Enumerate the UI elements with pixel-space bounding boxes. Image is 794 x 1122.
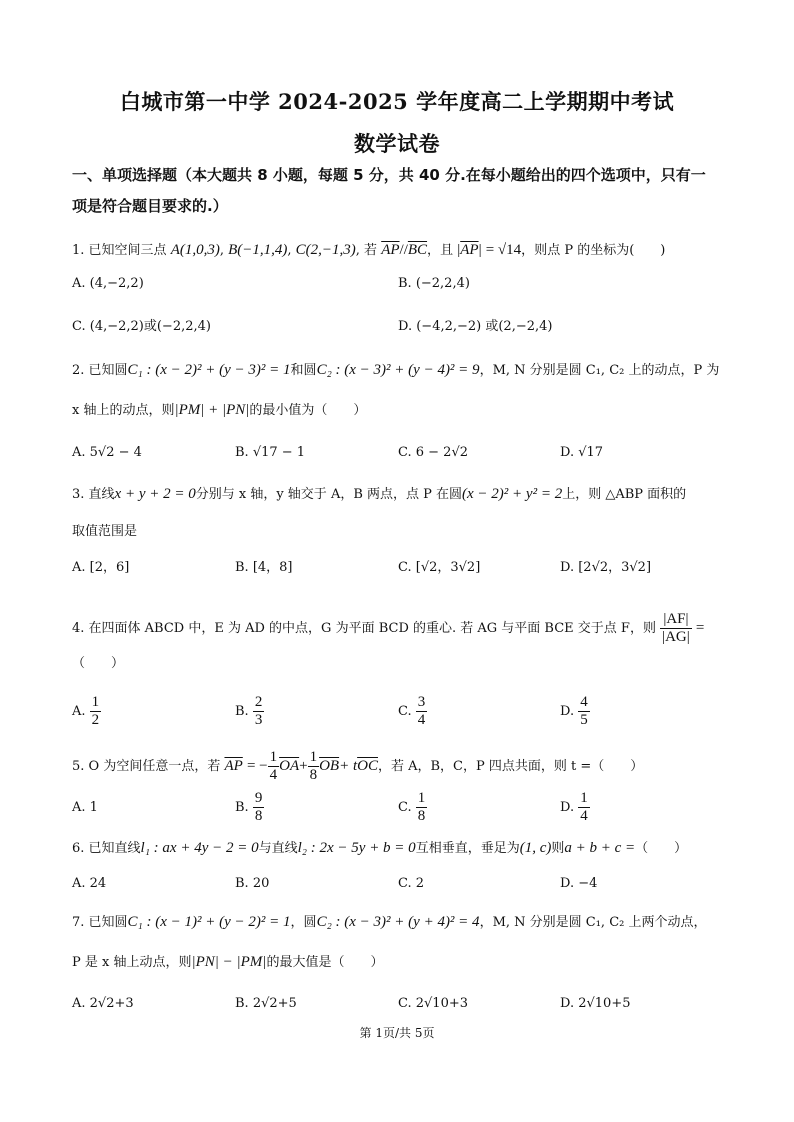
q1-vector-ap-mod: $\overline{AP}$	[460, 242, 479, 258]
q4-equals: =	[695, 620, 705, 636]
q1-vector-ap: $\overline{AP}$	[381, 242, 400, 258]
question-3-line2: 取值范围是	[72, 524, 138, 539]
q5-frac2-den: 8	[309, 767, 318, 783]
q1-tail: 则点 P 的坐标为( )	[534, 243, 666, 258]
q5-vector-ap: $\overline{AP}$	[224, 758, 243, 774]
q7-line1-tail: ，M, N 分别是圆 C₁, C₂ 上两个动点，	[479, 915, 707, 930]
q3-mid: 分别与 x 轴，y 轴交于 A，B 两点，点 P 在圆	[195, 487, 463, 502]
q4-option-c-den: 4	[417, 712, 426, 728]
q4-ratio	[660, 611, 692, 646]
q2-line1-tail: ，M, N 分别是圆 C₁, C₂ 上的动点，P 为	[479, 363, 720, 378]
q4-ratio-numerator: |AF|	[660, 611, 692, 629]
q1-lead: 1. 已知空间三点	[72, 243, 167, 258]
q3-line-equation: x + y + 2 = 0	[114, 486, 196, 502]
q1-option-b: B. (−2,2,4)	[398, 276, 470, 291]
q1-cond: 若	[364, 243, 378, 258]
q4-option-d	[560, 694, 590, 729]
q1-vector-bc: $\overline{BC}$	[407, 242, 428, 258]
q3-lead: 3. 直线	[72, 487, 115, 502]
q4-option-d-num: 4	[580, 694, 588, 710]
q2-circle-c1: C₁ : (x − 2)² + (y − 3)² = 1	[127, 362, 291, 378]
q2-option-b: B. √17 − 1	[235, 445, 306, 460]
q5-tail: ，若 A，B，C，P 四点共面，则 t =（ ）	[377, 759, 644, 774]
q4-option-a	[72, 694, 101, 729]
q5-option-b-num: 9	[254, 790, 263, 806]
q3-option-c: C. [√2，3√2]	[398, 560, 481, 575]
q4-option-c	[398, 694, 427, 729]
q7-option-d: D. 2√10+5	[560, 996, 631, 1011]
q4-option-c-num: 3	[417, 694, 426, 710]
q5-frac1-num: 1	[269, 749, 278, 765]
page-footer: 第 1页/共 5页	[359, 1026, 435, 1040]
q1-point-a: A(1,0,3)	[170, 242, 220, 258]
q4-option-a-num: 1	[91, 694, 100, 710]
q6-foot-text: 互相垂直，垂足为	[415, 841, 520, 856]
question-2-line2	[72, 400, 732, 421]
section-heading-line2: 项是符合题目要求的.）	[72, 197, 228, 215]
q4-option-a-label: A.	[72, 704, 86, 719]
q6-foot-point: (1, c)	[519, 840, 552, 856]
question-1: 1. 已知空间三点 A(1,0,3), B(−1,1,4), C(2,−1,3), 若 $\overline{AP}//\overline{BC}$，且 $|\overline{AP}| = √14$，则点 P 的坐标为( )	[72, 242, 666, 258]
q3-option-d: D. [2√2，3√2]	[560, 560, 652, 575]
q6-option-c: C. 2	[398, 876, 425, 891]
question-7-line2	[72, 952, 732, 973]
q7-circle-c2: C₂ : (x − 3)² + (y + 4)² = 4	[316, 914, 480, 930]
q5-option-b-den: 8	[254, 808, 263, 824]
q5-option-b-label: B.	[235, 800, 249, 815]
q5-equals-minus: = −	[246, 758, 268, 774]
q5-option-a: A. 1	[72, 800, 98, 815]
question-2	[72, 360, 732, 381]
q5-vector-oa: $\overline{OA}$	[279, 758, 300, 774]
q4-option-a-den: 2	[91, 712, 100, 728]
q7-option-c: C. 2√10+3	[398, 996, 469, 1011]
question-4-line2: （ ）	[72, 656, 125, 671]
q5-option-c-num: 1	[417, 790, 426, 806]
q5-lead: 5. O 为空间任意一点，若	[72, 759, 221, 774]
q1-option-a: A. (4,−2,2)	[72, 276, 144, 291]
q5-option-b	[235, 790, 264, 825]
q1-option-d: D. (−4,2,−2) 或(2,−2,4)	[398, 319, 553, 334]
exam-subtitle: 数学试卷	[354, 131, 440, 156]
q7-lead: 7. 已知圆	[72, 915, 128, 930]
q3-option-a: A. [2，6]	[72, 560, 130, 575]
q2-line2-lead: x 轴上的动点，则	[72, 403, 175, 418]
q7-option-b: B. 2√2+5	[235, 996, 297, 1011]
q5-frac2-num: 1	[309, 749, 318, 765]
q5-vector-ob: $\overline{OB}$	[319, 758, 340, 774]
q7-expression: |PN| − |PM|	[191, 954, 267, 970]
q5-option-d-num: 1	[580, 790, 588, 806]
q6-option-a: A. 24	[72, 876, 107, 891]
q1-and: 且	[440, 243, 454, 258]
q6-option-b: B. 20	[235, 876, 270, 891]
q5-option-d	[560, 790, 590, 825]
q5-option-d-den: 4	[580, 808, 588, 824]
question-5	[72, 746, 732, 786]
q6-option-d: D. −4	[560, 876, 598, 891]
q2-lead: 2. 已知圆	[72, 363, 128, 378]
q6-then: 则	[551, 841, 565, 856]
q2-option-d: D. √17	[560, 445, 604, 460]
section-heading-line1: 一、单项选择题（本大题共 8 小题，每题 5 分，共 40 分.在每小题给出的四个选项中，只有一	[72, 166, 706, 184]
q5-frac1-den: 4	[269, 767, 278, 783]
section-heading	[72, 160, 732, 222]
q6-lead: 6. 已知直线	[72, 841, 141, 856]
q3-option-b: B. [4，8]	[235, 560, 293, 575]
q3-line1-tail: 上，则 △ABP 面积的	[562, 487, 687, 502]
q6-and: 与直线	[258, 841, 298, 856]
q5-option-c-den: 8	[417, 808, 426, 824]
q7-line2-tail: 的最大值是（ ）	[266, 955, 384, 970]
q4-option-c-label: C.	[398, 704, 412, 719]
q6-line-l1: l₁ : ax + 4y − 2 = 0	[140, 840, 259, 856]
q4-text: 4. 在四面体 ABCD 中，E 为 AD 的中点，G 为平面 BCD 的重心. 若 AG 与平面 BCE 交于点 F，则	[72, 621, 656, 636]
q1-option-c: C. (4,−2,2)或(−2,2,4)	[72, 319, 211, 334]
q2-option-c: C. 6 − 2√2	[398, 445, 469, 460]
q7-option-a: A. 2√2+3	[72, 996, 134, 1011]
q5-option-c-label: C.	[398, 800, 412, 815]
q6-tail: （ ）	[635, 841, 688, 856]
q2-line2-tail: 的最小值为（ ）	[249, 403, 367, 418]
q2-expression: |PM| + |PN|	[174, 402, 250, 418]
q6-line-l2: l₂ : 2x − 5y + b = 0	[297, 840, 416, 856]
q4-option-b-label: B.	[235, 704, 249, 719]
q7-line2-lead: P 是 x 轴上动点，则	[72, 955, 192, 970]
q1-point-c: C(2,−1,3)	[295, 242, 356, 258]
q1-point-b: B(−1,1,4)	[228, 242, 288, 258]
q4-option-d-label: D.	[560, 704, 575, 719]
question-3	[72, 484, 732, 505]
q7-and: ，圆	[290, 915, 317, 930]
q5-option-c	[398, 790, 427, 825]
q2-circle-c2: C₂ : (x − 3)² + (y − 4)² = 9	[316, 362, 480, 378]
question-4	[72, 608, 732, 648]
q4-option-b-den: 3	[254, 712, 263, 728]
q4-option-b	[235, 694, 264, 729]
q6-sum: a + b + c =	[564, 840, 636, 856]
q5-plus-t: + t	[339, 758, 358, 774]
q1-parallel: //	[399, 242, 408, 258]
q7-circle-c1: C₁ : (x − 1)² + (y − 2)² = 1	[127, 914, 291, 930]
q4-option-d-den: 5	[580, 712, 588, 728]
q4-ratio-denominator: |AG|	[662, 629, 690, 645]
q1-modulus: = √14	[485, 242, 522, 258]
q2-and: 和圆	[290, 363, 317, 378]
q3-circle: (x − 2)² + y² = 2	[462, 486, 563, 502]
question-6	[72, 838, 732, 859]
q5-option-d-label: D.	[560, 800, 575, 815]
q5-vector-oc: $\overline{OC}$	[357, 758, 378, 774]
q2-option-a: A. 5√2 − 4	[72, 445, 142, 460]
exam-title: 白城市第一中学 2024-2025 学年度高二上学期期中考试	[119, 89, 675, 114]
question-7	[72, 912, 732, 933]
q4-option-b-num: 2	[254, 694, 263, 710]
q5-plus: +	[299, 758, 308, 774]
